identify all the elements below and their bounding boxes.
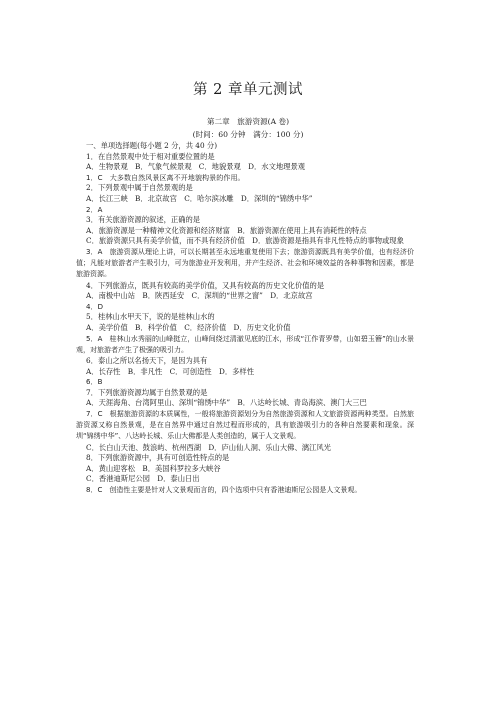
question-1-options: A．生物景观 B．气象气候景观 C．地貌景观 D．水文地理景观 [86, 162, 306, 172]
exam-meta: (时间：60 分钟 满分：100 分) [192, 130, 304, 139]
section-heading: 一、单项选择题(每小题 2 分，共 40 分) [86, 141, 218, 150]
answer-2: 2．A [86, 205, 103, 214]
question-8-options-cd: C．香港迪斯尼公园 D．泰山日出 [86, 474, 200, 484]
question-3-options-ab: A．旅游资源是一种精神文化资源和经济财富 B．旅游资源在使用上具有消耗性的特点 [86, 225, 367, 235]
question-2: 2．下列景观中属于自然景观的是 [86, 183, 193, 193]
question-7-options-ab: A．天涯海角、台湾阿里山、深圳“锦绣中华” B．八达岭长城、青岛海滨、澳门大三巴 [86, 398, 367, 408]
answer-1: 1．C 大多数自然风景区离不开地貌构景的作用。 [86, 173, 245, 182]
question-2-options: A．长江三峡 B．北京故宫 C．哈尔滨冰雕 D．深圳的“锦绣中华” [86, 193, 313, 203]
answer-4: 4．D [86, 302, 104, 311]
question-3-options-cd: C．旅游资源只具有美学价值，而不具有经济价值 D．旅游资源是指具有非凡性特点的事物或现象 [86, 236, 404, 246]
question-7: 7．下列旅游资源均属于自然景观的是 [86, 387, 208, 397]
question-3: 3．有关旅游资源的叙述，正确的是 [86, 215, 201, 225]
document-body [76, 141, 414, 496]
answer-6: 6．B [86, 378, 103, 387]
question-4: 4．下列旅游点，既具有较高的美学价值，又具有较高的历史文化价值的是 [86, 280, 325, 290]
question-6: 6．泰山之所以名扬天下，是因为具有 [86, 355, 208, 365]
document-title: 第 2 章单元测试 [193, 82, 303, 98]
document-subtitle: 第二章 旅游资源(A 卷) [206, 117, 290, 126]
answer-3: 3．A 旅游资源从理论上讲，可以长期甚至永远地重复使用下去；旅游资源既具有美学价值，也有经济价值；凡能对旅游者产生吸引力，可为旅游业开发利用，并产生经济、社会和环境效益的各种事物和因素，都是旅游资源。 [76, 247, 414, 279]
question-7-options-cd: C．长白山天池、鼓浪屿、杭州西湖 D．庐山仙人洞、乐山大佛、漓江风光 [86, 442, 331, 452]
question-1: 1．在自然景观中处于相对重要位置的是 [86, 151, 215, 161]
question-6-options: A．长存性 B．非凡性 C．可创造性 D．多样性 [86, 366, 255, 376]
answer-5: 5．A 桂林山水秀丽的山峰挺立，山峰间绕过清澈见底的江水，形成“江作青罗带，山如碧玉簪”的山水景观，对旅游者产生了极强的吸引力。 [76, 334, 414, 354]
question-5: 5．桂林山水甲天下，说的是桂林山水的 [86, 312, 215, 322]
answer-8: 8．C 创造性主要是针对人文景观而言的，四个选项中只有香港迪斯尼公园是人文景观。 [86, 485, 362, 494]
question-8: 8．下列旅游资源中，具有可创造性特点的是 [86, 453, 230, 463]
question-8-options-ab: A．黄山迎客松 B．美国科罗拉多大峡谷 [86, 463, 221, 473]
question-4-options: A．南极中山站 B．陕西延安 C．深圳的“世界之窗” D．北京故宫 [86, 291, 313, 301]
question-5-options: A．美学价值 B．科学价值 C．经济价值 D．历史文化价值 [86, 322, 291, 332]
answer-7: 7．C 根据旅游资源的本质属性，一般将旅游资源划分为自然旅游资源和人文旅游资源两种类型。自然旅游资源又称自然景观，是在自然界中通过自然过程而形成的，具有旅游吸引力的各种自然要素和现象。深圳“锦绣中华”、八达岭长城、乐山大佛都是人类创造的，属于人文景观。 [76, 409, 414, 441]
